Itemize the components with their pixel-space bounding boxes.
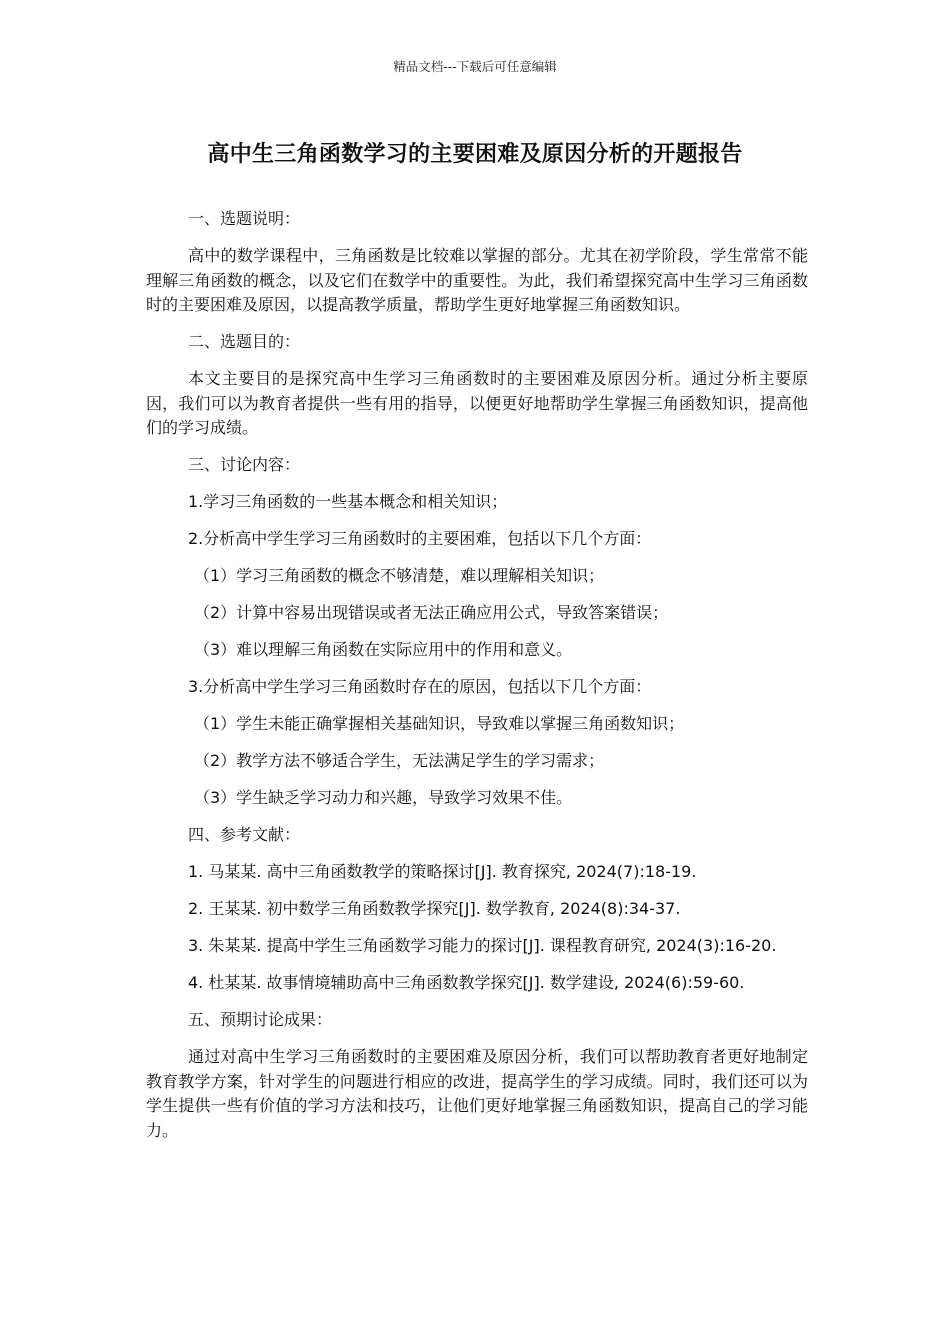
section-body-1: 高中的数学课程中，三角函数是比较难以掌握的部分。尤其在初学阶段，学生常常不能理解三角函数的概念，以及它们在数学中的重要性。为此，我们希望探究高中生学习三角函数时的主要困难及原因，以提高教学质量，帮助学生更好地掌握三角函数知识。 [146, 246, 808, 314]
section-body-5: 通过对高中生学习三角函数时的主要困难及原因分析，我们可以帮助教育者更好地制定教育教学方案，针对学生的问题进行相应的改进，提高学生的学习成绩。同时，我们还可以为学生提供一些有价值的学习方法和技巧，让他们更好地掌握三角函数知识，提高自己的学习能力。 [146, 1047, 808, 1140]
sub-list-item: （3）学生缺乏学习动力和兴趣，导致学习效果不佳。 [194, 788, 573, 807]
sub-list-item: （1）学生未能正确掌握相关基础知识，导致难以掌握三角函数知识； [194, 714, 685, 733]
list-item: 3.分析高中学生学习三角函数时存在的原因，包括以下几个方面： [188, 677, 652, 696]
page-header-note: 精品文档---下载后可任意编辑 [393, 59, 557, 74]
section-heading-5: 五、预期讨论成果： [188, 1010, 333, 1029]
section-heading-2: 二、选题目的： [188, 332, 301, 351]
document-body [146, 207, 808, 1156]
list-item: 1.学习三角函数的一些基本概念和相关知识； [188, 492, 508, 511]
sub-list-item: （2）教学方法不够适合学生，无法满足学生的学习需求； [194, 751, 605, 770]
document-title: 高中生三角函数学习的主要困难及原因分析的开题报告 [207, 142, 743, 167]
list-item: 2.分析高中学生学习三角函数时的主要困难，包括以下几个方面： [188, 529, 652, 548]
sub-list-item: （3）难以理解三角函数在实际应用中的作用和意义。 [194, 640, 573, 659]
section-heading-3: 三、讨论内容： [188, 455, 301, 474]
section-heading-4: 四、参考文献： [188, 825, 301, 844]
section-heading-1: 一、选题说明： [188, 209, 301, 228]
sub-list-item: （1）学习三角函数的概念不够清楚，难以理解相关知识； [194, 566, 605, 585]
section-body-2: 本文主要目的是探究高中生学习三角函数时的主要困难及原因分析。通过分析主要原因，我们可以为教育者提供一些有用的指导，以便更好地帮助学生掌握三角函数知识，提高他们的学习成绩。 [146, 369, 808, 437]
reference-item: 3. 朱某某. 提高中学生三角函数学习能力的探讨[J]. 课程教育研究, 2024(3):16-20. [188, 936, 777, 955]
sub-list-item: （2）计算中容易出现错误或者无法正确应用公式，导致答案错误； [194, 603, 669, 622]
reference-item: 1. 马某某. 高中三角函数教学的策略探讨[J]. 教育探究, 2024(7):18-19. [188, 862, 697, 881]
reference-item: 4. 杜某某. 故事情境辅助高中三角函数教学探究[J]. 数学建设, 2024(6):59-60. [188, 973, 745, 992]
reference-item: 2. 王某某. 初中数学三角函数教学探究[J]. 数学教育, 2024(8):34-37. [188, 899, 681, 918]
